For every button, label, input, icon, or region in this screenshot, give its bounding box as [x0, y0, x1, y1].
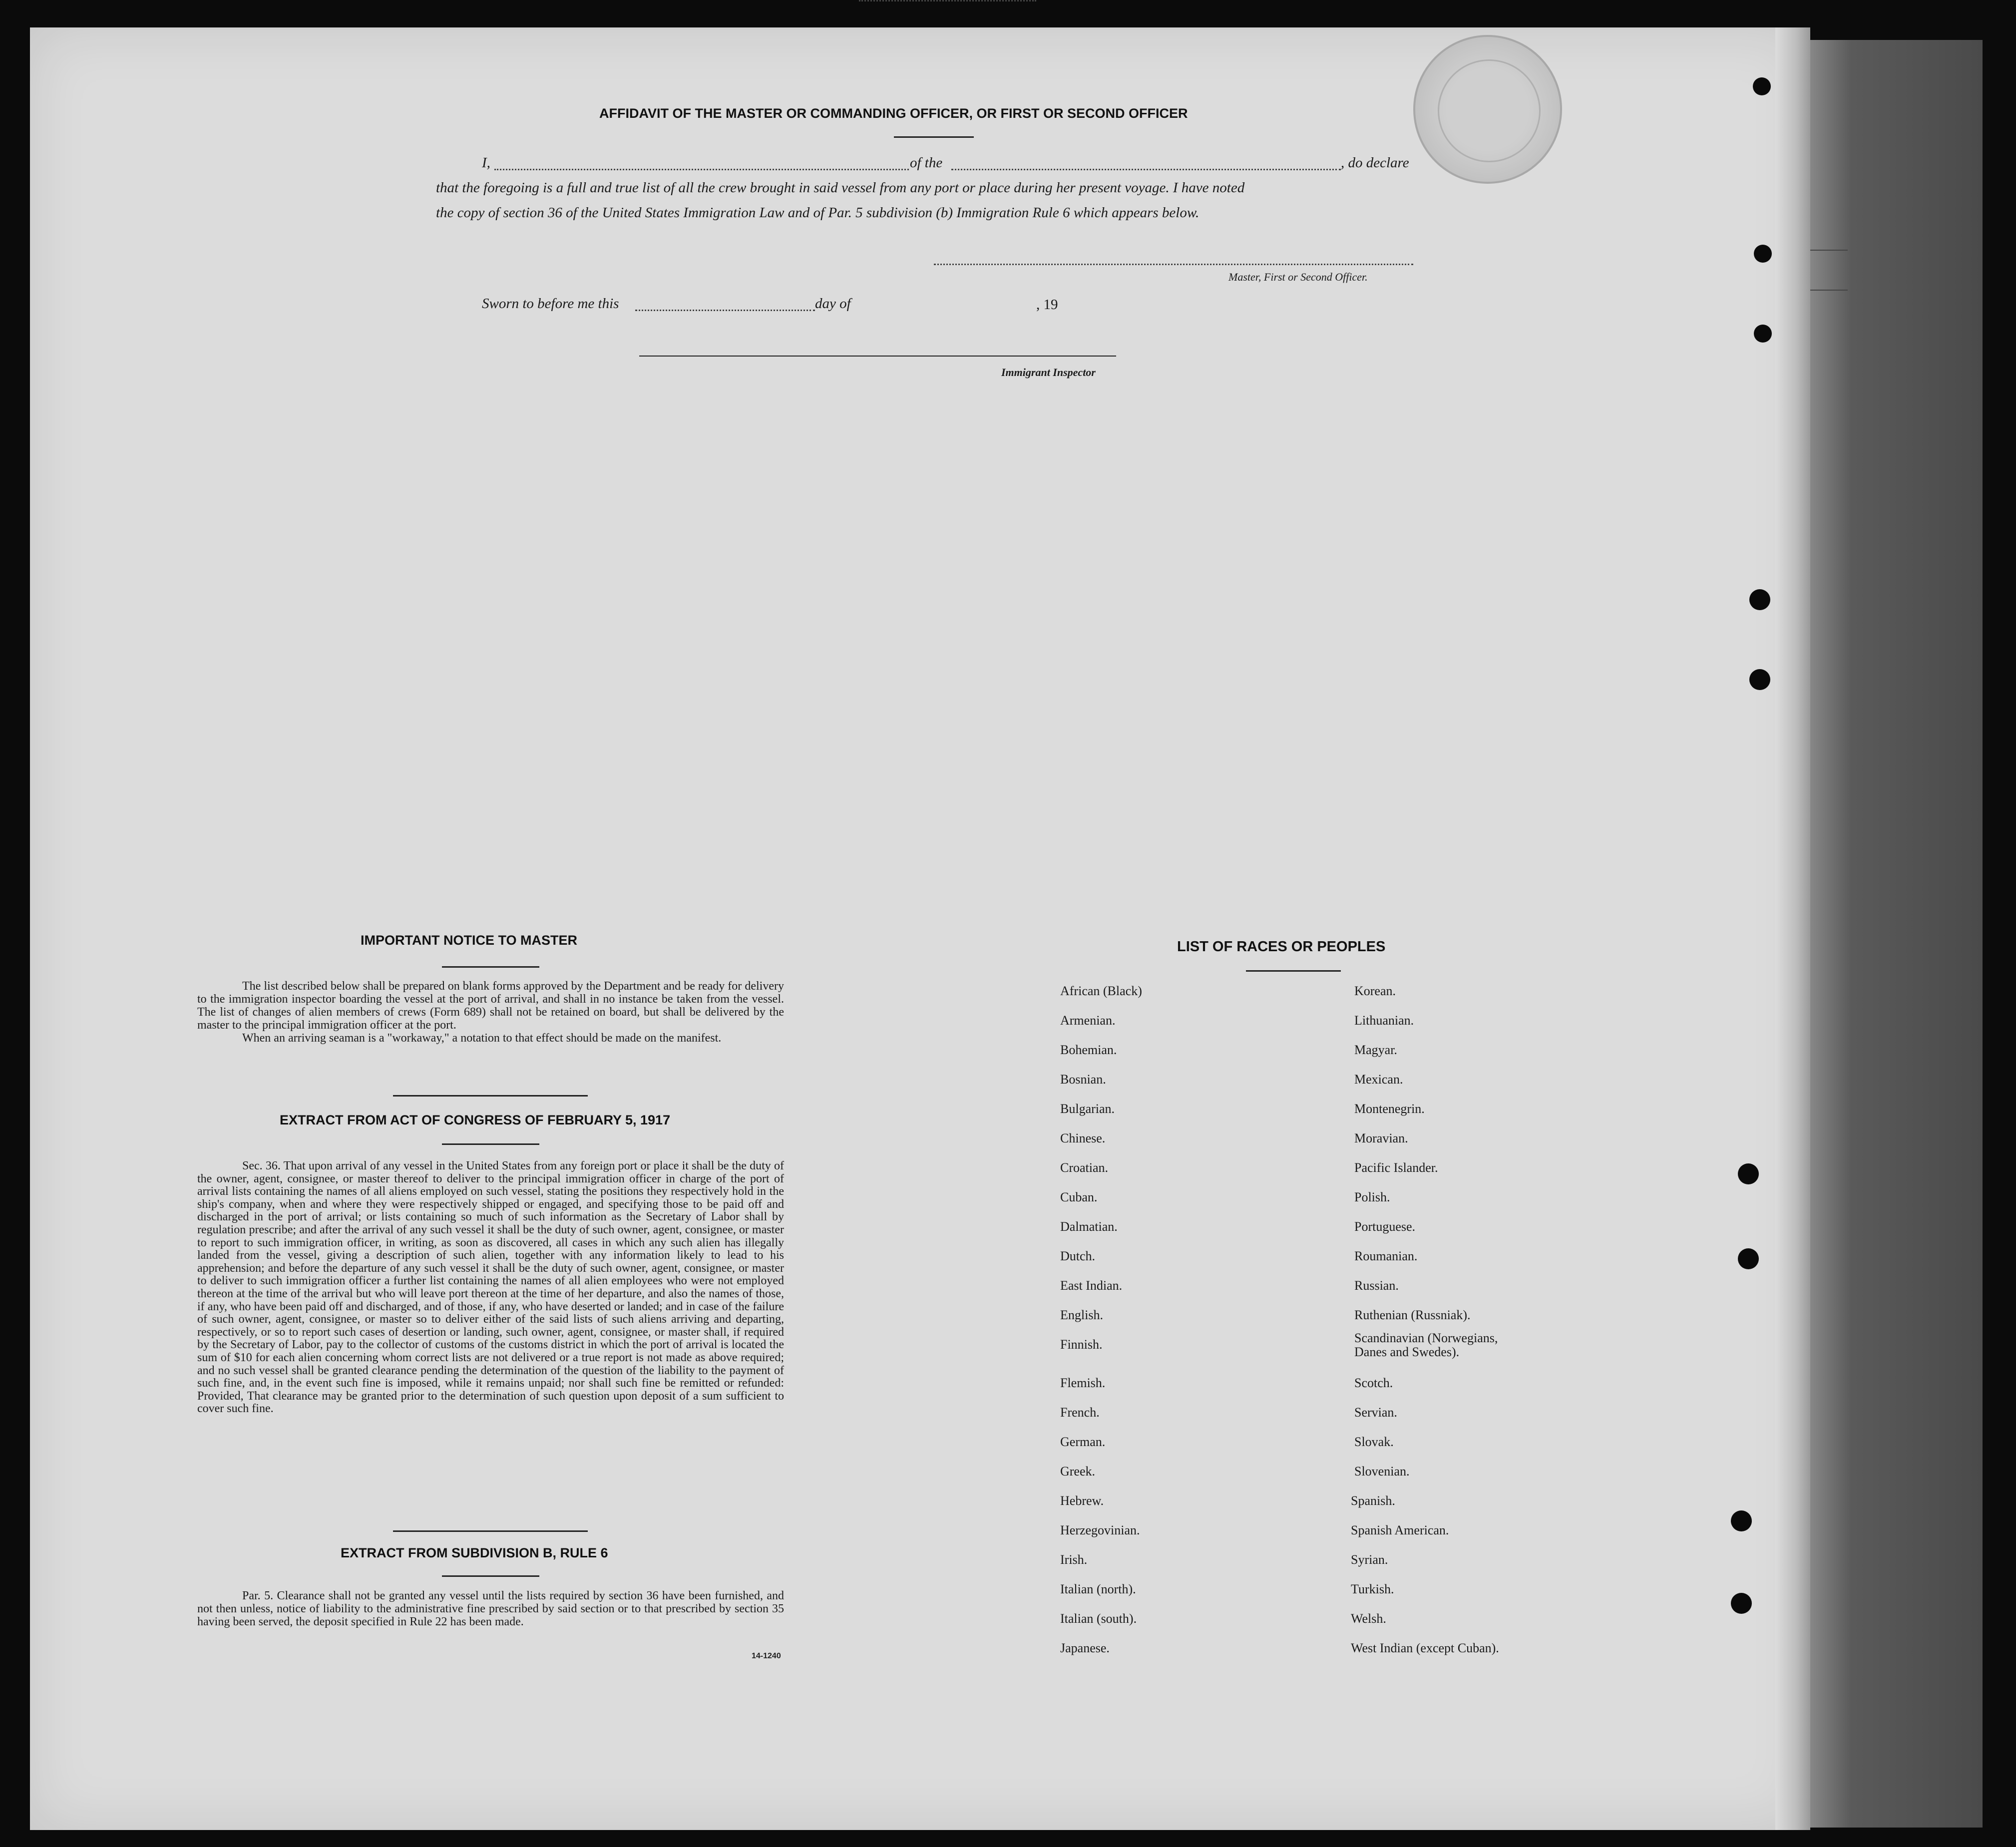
- master-caption: Master, First or Second Officer.: [1228, 271, 1368, 283]
- race-item: Scandinavian (Norwegians, Danes and Swedes).: [1354, 1331, 1498, 1359]
- race-item: Dutch.: [1060, 1249, 1096, 1263]
- sworn-month-field[interactable]: [859, 0, 1036, 1]
- section-divider: [393, 1530, 588, 1532]
- notice-title: IMPORTANT NOTICE TO MASTER: [361, 933, 577, 948]
- master-signature-field[interactable]: [934, 264, 1413, 265]
- affidavit-line-3: the copy of section 36 of the United States Immigration Law and of Par. 5 subdivision (b) Immigration Rule 6 which appears below.: [436, 205, 1200, 221]
- race-item: Bulgarian.: [1060, 1102, 1115, 1116]
- act-extract-title: EXTRACT FROM ACT OF CONGRESS OF FEBRUARY 5, 1917: [280, 1112, 671, 1127]
- binder-hole: [1738, 1248, 1759, 1269]
- race-item: Pacific Islander.: [1354, 1160, 1438, 1175]
- affidavit-title: AFFIDAVIT OF THE MASTER OR COMMANDING OFFICER, OR FIRST OR SECOND OFFICER: [599, 106, 1188, 121]
- race-item: Flemish.: [1060, 1376, 1106, 1390]
- form-number: 14-1240: [752, 1652, 781, 1660]
- race-item: East Indian.: [1060, 1278, 1123, 1293]
- declarant-name-field[interactable]: [494, 169, 909, 170]
- race-item: Russian.: [1354, 1278, 1399, 1293]
- race-item: Ruthenian (Russniak).: [1354, 1308, 1471, 1322]
- race-item: Armenian.: [1060, 1013, 1116, 1028]
- inspector-caption: Immigrant Inspector: [1001, 366, 1096, 378]
- vessel-label: of the: [910, 155, 943, 171]
- sworn-day-field[interactable]: [635, 310, 815, 311]
- rule-extract-title: EXTRACT FROM SUBDIVISION B, RULE 6: [341, 1545, 608, 1560]
- binder-hole: [1731, 1510, 1752, 1531]
- race-item: English.: [1060, 1308, 1103, 1322]
- race-item: Herzegovinian.: [1060, 1523, 1140, 1537]
- race-item: Slovenian.: [1354, 1464, 1410, 1478]
- race-item: African (Black): [1060, 984, 1142, 998]
- race-item: Chinese.: [1060, 1131, 1106, 1145]
- act-extract-text: [197, 1160, 784, 1416]
- race-item: Mexican.: [1354, 1072, 1403, 1087]
- race-item: Korean.: [1354, 984, 1396, 998]
- race-item: Finnish.: [1060, 1337, 1103, 1352]
- race-item: Slovak.: [1354, 1435, 1394, 1449]
- sworn-day-label: day of: [815, 296, 851, 312]
- race-item: Polish.: [1354, 1190, 1390, 1204]
- binder-hole: [1738, 1163, 1759, 1184]
- race-item: Lithuanian.: [1354, 1013, 1414, 1028]
- race-item: Dalmatian.: [1060, 1219, 1118, 1234]
- sworn-year-label: , 19: [1036, 297, 1058, 313]
- race-item: Japanese.: [1060, 1641, 1110, 1655]
- binder-hole: [1754, 245, 1772, 263]
- race-item: French.: [1060, 1405, 1100, 1420]
- section-divider: [393, 1095, 588, 1097]
- race-item: Servian.: [1354, 1405, 1397, 1420]
- race-item: West Indian (except Cuban).: [1351, 1641, 1499, 1655]
- notice-text: [197, 980, 784, 1045]
- race-item: Italian (south).: [1060, 1611, 1137, 1626]
- race-item: Portuguese.: [1354, 1219, 1416, 1234]
- rule-extract-underline: [442, 1575, 539, 1577]
- race-item: German.: [1060, 1435, 1106, 1449]
- binder-hole: [1754, 325, 1772, 343]
- section-36-text: Sec. 36. That upon arrival of any vessel in the United States from any foreign port or place it shall be the duty of the owner, agent, consignee, or master thereof to deliver to the principal immigration officer in charge of the port of arrival lists containing the names of all aliens employed on such vessel, stating the positions they respectively hold in the ship's company, when and where they were respectively shipped or engaged, and specifying those to be paid off and discharged in the port of arrival; or lists containing so much of such information as the Secretary of Labor shall by regulation prescribe; and after the arrival of any such vessel it shall be the duty of such owner, agent, consignee, or master to report to such immigration officer, in writing, as soon as discovered, all cases in which any such alien has illegally landed from the vessel, giving a description of such alien, together with any information likely to lead to his apprehension; and before the departure of any such vessel it shall be the duty of such owner, agent, consignee, or master to deliver to such immigration officer a further list containing the names of all alien employees who were not employed thereon at the time of the arrival but who will leave port thereon at the time of her departure, and also the names of those, if any, who have been paid off and discharged, and of those, if any, who have deserted or landed; and in case of the failure of such owner, agent, consignee, or master so to deliver either of the said lists of such aliens arriving and departing, respectively, or so to report such cases of desertion or landing, such owner, agent, consignee, or master shall, if required by the Secretary of Labor, pay to the collector of customs of the customs district in which the port of arrival is located the sum of $10 for each alien concerning whom correct lists are not delivered or a true report is not made as above required; and no such vessel shall be granted clearance pending the determination of the question of the liability to the payment of such fine, and, in the event such fine is imposed, while it remains unpaid; nor shall such fine be remitted or refunded: Provided, That clearance may be granted prior to the determination of such question upon deposit of a sum sufficient to cover such fine.: [197, 1159, 784, 1416]
- race-item: Bosnian.: [1060, 1072, 1106, 1087]
- race-item: Hebrew.: [1060, 1493, 1104, 1508]
- race-item: Greek.: [1060, 1464, 1096, 1478]
- race-item: Irish.: [1060, 1552, 1088, 1567]
- act-extract-underline: [442, 1143, 539, 1145]
- race-item: Turkish.: [1351, 1582, 1394, 1596]
- page-edge: [1775, 27, 1810, 1830]
- race-item: Roumanian.: [1354, 1249, 1418, 1263]
- race-item: Spanish American.: [1351, 1523, 1449, 1537]
- binder-hole: [1749, 669, 1770, 690]
- races-underline: [1246, 970, 1341, 972]
- par-5-text: Par. 5. Clearance shall not be granted any vessel until the lists required by section 36 have been furnished, and not then unless, notice of liability to the administrative fine prescribed by said section or to that prescribed by section 35 having been served, the deposit specified in Rule 22 has been made.: [197, 1589, 784, 1628]
- vessel-name-field[interactable]: [951, 169, 1341, 170]
- rule-extract-text: [197, 1589, 784, 1628]
- adjacent-page: [1808, 40, 1983, 1828]
- binder-hole: [1753, 77, 1771, 95]
- race-item: Scotch.: [1354, 1376, 1393, 1390]
- race-item: Moravian.: [1354, 1131, 1408, 1145]
- race-item: Croatian.: [1060, 1160, 1109, 1175]
- embossed-seal: [1413, 35, 1562, 184]
- race-item: Magyar.: [1354, 1043, 1397, 1057]
- sworn-label: Sworn to before me this: [482, 296, 619, 312]
- inspector-signature-line: [639, 356, 1116, 357]
- race-item: Syrian.: [1351, 1552, 1388, 1567]
- notice-paragraph-2: When an arriving seaman is a "workaway," a notation to that effect should be made on the manifest.: [242, 1032, 722, 1045]
- binder-hole: [1731, 1593, 1752, 1614]
- declarant-label: I,: [482, 155, 490, 171]
- manifest-page: [30, 27, 1808, 1830]
- race-item: Bohemian.: [1060, 1043, 1117, 1057]
- races-title: LIST OF RACES OR PEOPLES: [1177, 939, 1386, 955]
- notice-paragraph-1: The list described below shall be prepared on blank forms approved by the Department and be ready for delivery to the immigration inspector boarding the vessel at the port of arrival, and shall in no instance be taken from the vessel. The list of changes of alien members of crews (Form 689) shall not be retained on board, but shall be delivered by the master to the principal immigration officer at the port.: [197, 980, 784, 1032]
- race-item: Spanish.: [1351, 1493, 1395, 1508]
- affidavit-line-2: that the foregoing is a full and true list of all the crew brought in said vessel from any port or place during her present voyage. I have noted: [436, 180, 1245, 196]
- binder-hole: [1749, 589, 1770, 610]
- declare-label: , do declare: [1341, 155, 1409, 171]
- race-item: Welsh.: [1351, 1611, 1386, 1626]
- race-item: Italian (north).: [1060, 1582, 1136, 1596]
- race-item: Montenegrin.: [1354, 1102, 1425, 1116]
- title-underline: [894, 136, 974, 138]
- notice-underline: [442, 966, 539, 968]
- race-item: Cuban.: [1060, 1190, 1098, 1204]
